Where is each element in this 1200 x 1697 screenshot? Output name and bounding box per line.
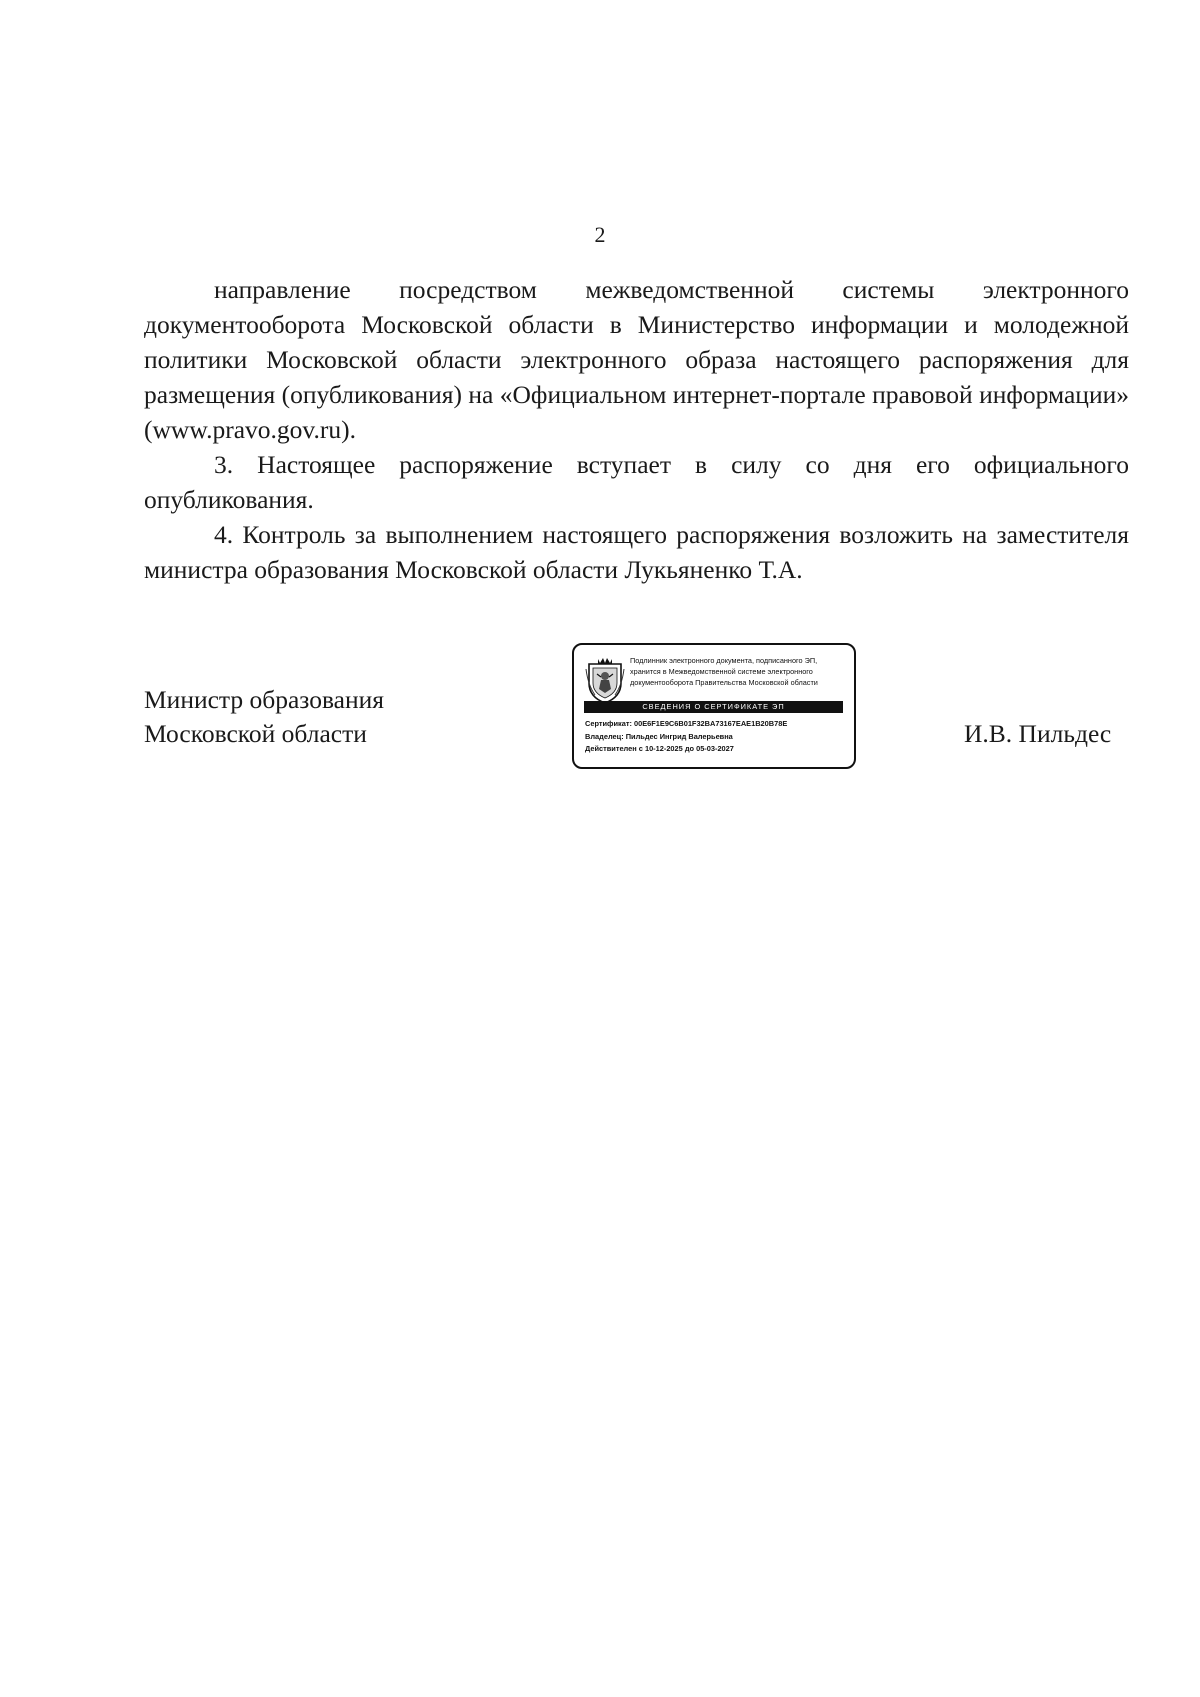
owner-label: Владелец: <box>585 731 624 741</box>
stamp-certificate-bar: СВЕДЕНИЯ О СЕРТИФИКАТЕ ЭП <box>584 701 843 713</box>
body-text <box>144 272 1129 587</box>
coat-of-arms-icon <box>585 655 625 705</box>
stamp-header-line: документооборота Правительства Московской области <box>630 678 818 687</box>
certificate-row <box>585 718 847 731</box>
signature-position-line: Московской области <box>144 719 367 748</box>
signature-position-line: Министр образования <box>144 685 385 714</box>
signer-name: И.В. Пильдес <box>964 719 1112 748</box>
paragraph-effective-date: 3. Настоящее распоряжение вступает в силу со дня его официального опубликования. <box>144 450 1129 514</box>
validity-value: с 10-12-2025 до 05-03-2027 <box>638 744 734 753</box>
stamp-header <box>630 655 852 688</box>
stamp-header-line: Подлинник электронного документа, подписанного ЭП, <box>630 656 818 665</box>
stamp-header-line: хранится в Межведомственной системе электронного <box>630 667 813 676</box>
validity-row <box>585 743 847 756</box>
paragraph-publication: направление посредством межведомственной системы электронного документооборота Московской области в Министерство информации и молодежной политики Московской области электронного образа настоящего распоряжения для размещения (опубликования) на «Официальном интернет-портале правовой информации» (www.pravo.gov.ru). <box>144 275 1129 444</box>
electronic-signature-stamp <box>572 643 856 769</box>
stamp-details <box>585 718 847 756</box>
validity-label: Действителен <box>585 744 637 753</box>
page-number: 2 <box>594 222 606 247</box>
paragraph-control: 4. Контроль за выполнением настоящего распоряжения возложить на заместителя министра образования Московской области Лукьяненко Т.А. <box>144 520 1129 584</box>
signature-position <box>144 683 384 751</box>
certificate-label: Сертификат: <box>585 719 632 728</box>
owner-value: Пильдес Ингрид Валерьевна <box>625 731 733 741</box>
certificate-value: 00E6F1E9C6B01F32BA73167EAE1B20B78E <box>634 719 788 728</box>
owner-row <box>585 731 847 744</box>
